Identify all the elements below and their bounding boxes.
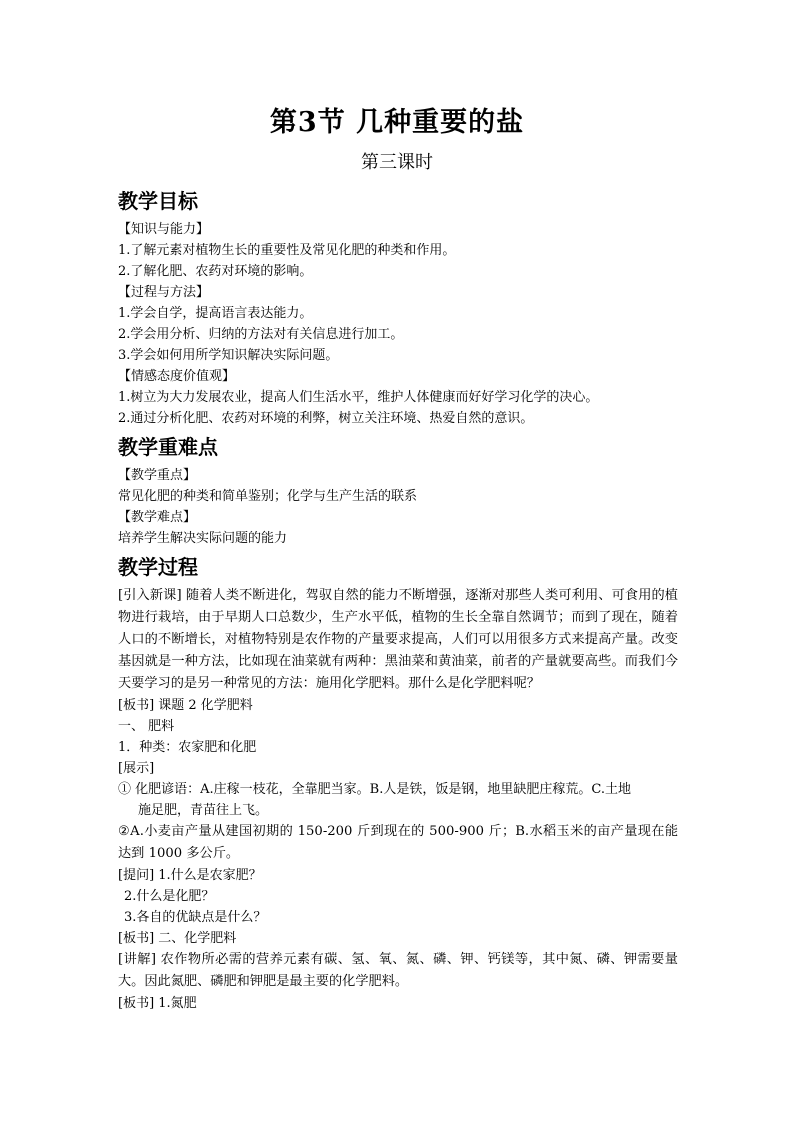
board-note: [板书] 二、化学肥料 [118,931,237,946]
objective-line: 2.了解化肥、农药对环境的影响。 [118,264,313,279]
outline-item: 一、 肥料 [118,719,175,734]
objective-line: 1.了解元素对植物生长的重要性及常见化肥的种类和作用。 [118,243,456,258]
objective-line: 【情感态度价值观】 [118,369,236,384]
section-heading-process: 教学过程 [118,555,198,579]
question-line: 2.什么是化肥？ [124,889,215,904]
key-point-line: 【教学重点】 [118,468,197,483]
intro-paragraph: [引入新课] 随着人类不断进化，驾驭自然的能力不断增强，逐渐对那些人类可利用、可食用的植物进行栽培，由于早期人口总数少，生产水平低，植物的生长全靠自然调节；而到了现在，随着人口的不断增长，对植物特别是农作物的产量要求提高，人们可以用很多方式来提高产量。改变基因就是一种方法，比如现在油菜就有两种：黑油菜和黄油菜，前者的产量就要高些。而我们今天要学习的是另一种常见的方法：施用化学肥料。那什么是化学肥料呢？ [118,588,678,691]
page-title: 第3节 几种重要的盐 [269,107,525,138]
lecture-paragraph: [讲解] 农作物所必需的营养元素有碳、氢、氧、氮、磷、钾、钙镁等，其中氮、磷、钾需要量大。因此氮肥、磷肥和钾肥是最主要的化学肥料。 [118,952,678,989]
section-heading-objectives: 教学目标 [118,189,198,213]
proverb-line-continued: 施足肥，青苗往上飞。 [138,803,269,818]
objective-line: 2.通过分析化肥、农药对环境的利弊，树立关注环境、热爱自然的意识。 [118,411,534,426]
objective-line: 3.学会如何用所学知识解决实际问题。 [118,348,339,363]
board-note: [板书] 1.氮肥 [118,996,197,1011]
objective-line: 1.学会自学，提高语言表达能力。 [118,306,313,321]
page-subtitle: 第三课时 [361,152,433,173]
yield-paragraph: ②A.小麦亩产量从建国初期的 150-200 斤到现在的 500-900 斤；B.水稻玉米的亩产量现在能达到 1000 多公斤。 [118,824,678,861]
proverb-line: ① 化肥谚语：A.庄稼一枝花，全靠肥当家。B.人是铁，饭是钢，地里缺肥庄稼荒。C.土地 [118,782,631,797]
objective-line: 1.树立为大力发展农业，提高人们生活水平，维护人体健康而好好学习化学的决心。 [118,390,599,405]
key-point-line: 【教学难点】 [118,510,197,525]
section-heading-key-points: 教学重难点 [118,435,218,459]
show-label: [展示] [118,761,155,776]
objective-line: 【过程与方法】 [118,285,210,300]
objective-line: 2.学会用分析、归纳的方法对有关信息进行加工。 [118,327,404,342]
document-body [118,185,678,1014]
key-point-line: 培养学生解决实际问题的能力 [118,531,288,546]
question-line: 3.各自的优缺点是什么？ [124,910,267,925]
board-note: [板书] 课题 2 化学肥料 [118,698,253,713]
key-point-line: 常见化肥的种类和简单鉴别；化学与生产生活的联系 [118,489,418,504]
outline-item: 1．种类：农家肥和化肥 [118,740,257,755]
question-line: [提问] 1.什么是农家肥？ [118,868,262,883]
objective-line: 【知识与能力】 [118,222,210,237]
